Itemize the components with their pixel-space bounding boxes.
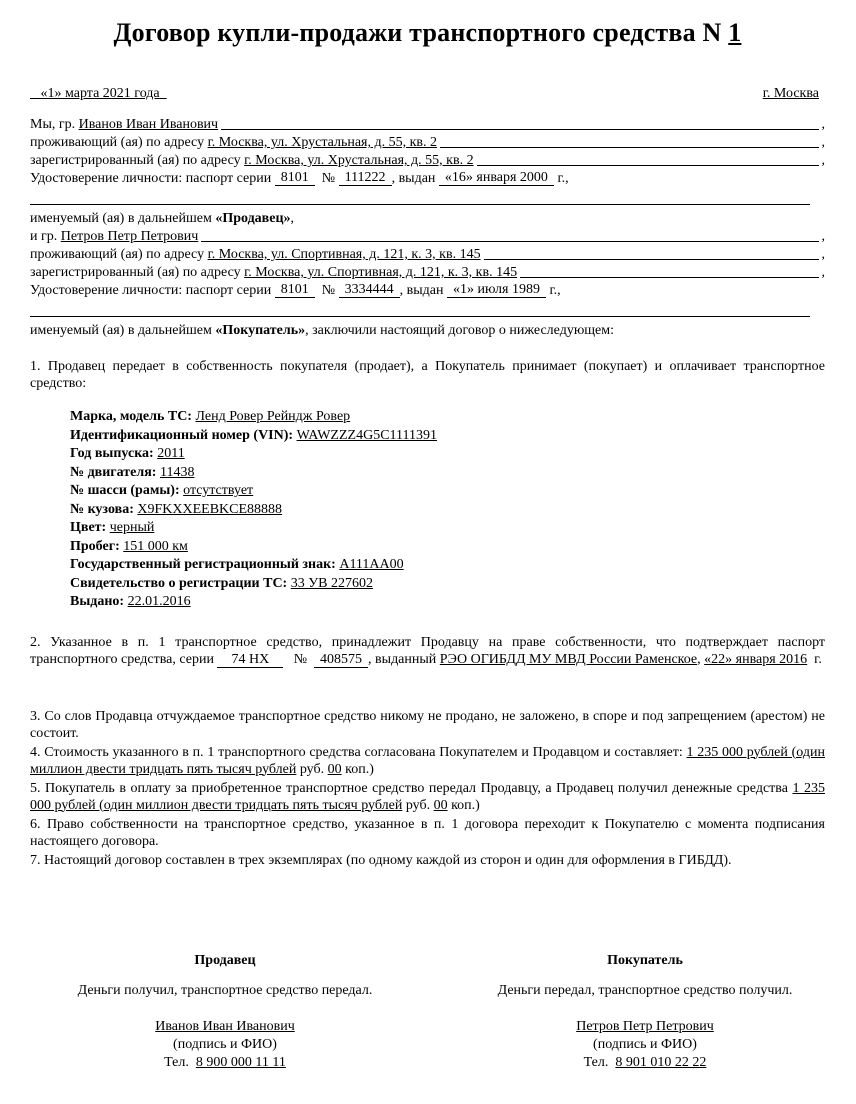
seller-name: Иванов Иван Иванович [78, 117, 219, 132]
vehicle-field-label: Свидетельство о регистрации ТС: [70, 575, 288, 591]
vehicle-field [70, 593, 825, 612]
vehicle-field-label: Идентификационный номер (VIN): [70, 427, 294, 443]
pts-number: 408575 [314, 652, 368, 668]
title-text: Договор купли-продажи транспортного средства N [113, 18, 722, 47]
vehicle-field-label: Государственный регистрационный знак: [70, 557, 336, 572]
clause-5: 5. Покупатель в оплату за приобретенное транспортное средство передал Продавцу, а Продавец получил денежные средства 1 235 000 рублей (один миллион двести тридцать пять тысяч рублей руб. 00 коп.) [30, 780, 825, 813]
buyer-passport-number: 3334444 [339, 282, 400, 298]
buyer-block [30, 226, 825, 338]
vehicle-field-value: отсутствует [183, 483, 254, 498]
buyer-heading: Покупатель [607, 953, 683, 968]
vehicle-field-value: черный [109, 520, 155, 535]
buyer-sign-name: Петров Петр Петрович [576, 1019, 714, 1034]
buyer-note: Деньги передал, транспортное средство получил. [497, 983, 793, 998]
vehicle-field-label: № двигателя: [70, 464, 157, 480]
vehicle-field-label: № кузова: [70, 501, 134, 517]
buyer-role-row: именуемый (ая) в дальнейшем «Покупатель» , заключили настоящий договор о нижеследующем: [30, 323, 615, 338]
buyer-sign-caption: (подпись и ФИО) [593, 1037, 697, 1052]
document-title [30, 18, 825, 48]
clause-7: 7. Настоящий договор составлен в трех экземплярах (по одному каждой из сторон и один для оформления в ГИБДД). [30, 852, 732, 868]
vehicle-field [70, 464, 825, 483]
vehicle-field [70, 519, 825, 538]
vehicle-field-label: Цвет: [70, 520, 107, 535]
paid-kopecks: 00 [433, 797, 448, 813]
seller-phone: Тел. 8 900 000 11 11 [164, 1055, 286, 1070]
clause-4: 4. Стоимость указанного в п. 1 транспортного средства согласована Покупателем и Продавцом и составляет: 1 235 000 рублей (один миллион двести тридцать пять тысяч рублей руб. 00 коп.) [30, 744, 826, 777]
seller-passport-number: 111222 [339, 170, 392, 186]
price-kopecks: 00 [327, 761, 342, 777]
buyer-passport-series: 8101 [275, 282, 315, 298]
vehicle-details [70, 408, 825, 612]
seller-heading: Продавец [194, 953, 256, 968]
buyer-reg-row: зарегистрированный (ая) по адресу г. Москва, ул. Спортивная, д. 121, к. 3, кв. 145 , [30, 265, 825, 280]
vehicle-field-label: Пробег: [70, 538, 120, 554]
seller-sign-name: Иванов Иван Иванович [155, 1019, 295, 1034]
vehicle-field-value: А111АА00 [339, 557, 404, 572]
seller-blank-line [30, 186, 810, 205]
vehicle-field-value: 22.01.2016 [127, 594, 191, 609]
vehicle-field-value: X9FKXXEEBKCE88888 [137, 501, 283, 517]
vehicle-field [70, 482, 825, 501]
seller-role-row: именуемый (ая) в дальнейшем «Продавец» , [30, 211, 295, 226]
seller-sign-caption: (подпись и ФИО) [173, 1037, 277, 1052]
seller-passport-row: Удостоверение личности: паспорт серии 8101 № 111222 , выдан «16» января 2000 г., [30, 170, 569, 186]
buyer-live-row: проживающий (ая) по адресу г. Москва, ул. Спортивная, д. 121, к. 3, кв. 145 , [30, 247, 825, 262]
buyer-signature-block [460, 952, 830, 1072]
vehicle-field-value: 2011 [157, 446, 185, 461]
clause-6: 6. Право собственности на транспортное средство, указанное в п. 1 договора переходит к Покупателю с момента подписания настоящего договора. [30, 816, 825, 849]
buyer-name: Петров Петр Петрович [60, 229, 199, 244]
pts-date: «22» января 2016 [704, 651, 808, 667]
vehicle-field-value: 151 000 км [123, 538, 188, 554]
contract-number: 1 [728, 18, 742, 47]
buyer-blank-line [30, 298, 810, 317]
buyer-reg-address: г. Москва, ул. Спортивная, д. 121, к. 3, кв. 145 [244, 265, 518, 280]
vehicle-field-label: № шасси (рамы): [70, 483, 180, 498]
vehicle-field-value: WAWZZZ4G5C1111391 [296, 427, 437, 443]
clause-2: 2. Указанное в п. 1 транспортное средство, принадлежит Продавцу на праве собственности, что подтверждает паспорт транспортного средства, серии 74 НХ № 408575 , выданный РЭО ОГИБДД МУ МВД России Раменское, «22» января 2016 г. [30, 634, 825, 667]
price-amount: 1 235 000 рублей (один миллион двести тридцать пять тысяч рублей [30, 744, 826, 777]
vehicle-field [70, 556, 825, 575]
date-place-row [30, 86, 825, 102]
vehicle-field-label: Марка, модель ТС: [70, 409, 192, 424]
buyer-name-row: и гр. Петров Петр Петрович , [30, 229, 825, 244]
seller-block [30, 114, 825, 226]
vehicle-field [70, 501, 825, 520]
contract-city: г. Москва [762, 86, 819, 101]
vehicle-field [70, 427, 825, 446]
pts-issuer: РЭО ОГИБДД МУ МВД России Раменское, [439, 651, 701, 667]
vehicle-field-value: 11438 [159, 464, 195, 480]
seller-role: «Продавец» [215, 211, 291, 226]
seller-note: Деньги получил, транспортное средство передал. [77, 983, 373, 998]
buyer-phone: Тел. 8 901 010 22 22 [583, 1055, 707, 1070]
buyer-role: «Покупатель» [215, 323, 306, 338]
buyer-live-address: г. Москва, ул. Спортивная, д. 121, к. 3, кв. 145 [207, 247, 481, 262]
paid-amount: 1 235 000 рублей (один миллион двести тридцать пять тысяч рублей [30, 780, 825, 813]
vehicle-field [70, 445, 825, 464]
vehicle-field-value: 33 УВ 227602 [290, 575, 373, 591]
seller-live-row: проживающий (ая) по адресу г. Москва, ул. Хрустальная, д. 55, кв. 2 , [30, 135, 825, 150]
vehicle-field-value: Ленд Ровер Рейндж Ровер [195, 409, 351, 424]
vehicle-field-label: Год выпуска: [70, 446, 154, 461]
clause-1: 1. Продавец передает в собственность покупателя (продает), а Покупатель принимает (покупает) и оплачивает транспортное средство: [30, 359, 825, 391]
seller-passport-series: 8101 [275, 170, 315, 186]
buyer-passport-row: Удостоверение личности: паспорт серии 8101 № 3334444 , выдан «1» июля 1989 г., [30, 282, 561, 298]
vehicle-field [70, 408, 825, 427]
contract-date: «1» марта 2021 года [40, 86, 160, 101]
seller-passport-date: «16» января 2000 [439, 170, 554, 186]
seller-name-row: Мы, гр. Иванов Иван Иванович , [30, 117, 825, 132]
seller-live-address: г. Москва, ул. Хрустальная, д. 55, кв. 2 [207, 135, 438, 150]
buyer-passport-date: «1» июля 1989 [447, 282, 546, 298]
clause-3: 3. Со слов Продавца отчуждаемое транспортное средство никому не продано, не заложено, в споре и под запрещением (арестом) не состоит. [30, 708, 825, 741]
vehicle-field [70, 538, 825, 557]
seller-signature-block [40, 952, 410, 1072]
contract-page [30, 0, 825, 869]
vehicle-field-label: Выдано: [70, 594, 125, 609]
seller-reg-address: г. Москва, ул. Хрустальная, д. 55, кв. 2 [244, 153, 474, 168]
pts-series: 74 НХ [217, 652, 283, 668]
seller-reg-row: зарегистрированный (ая) по адресу г. Москва, ул. Хрустальная, д. 55, кв. 2 , [30, 153, 825, 168]
vehicle-field [70, 575, 825, 594]
